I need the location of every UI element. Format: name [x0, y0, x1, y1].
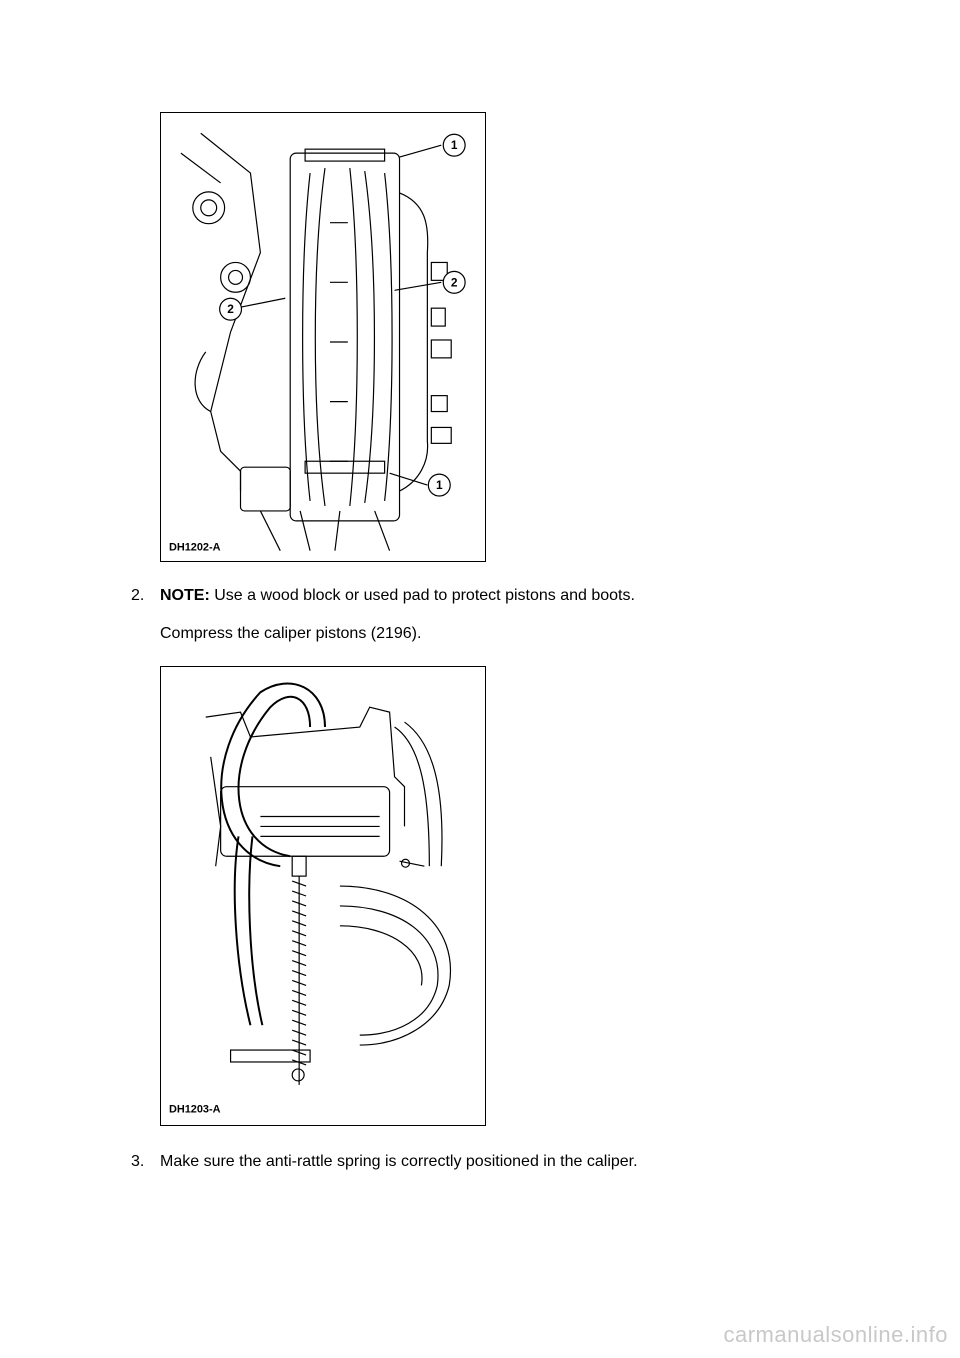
figure-caliper-pads	[160, 112, 486, 562]
step-3	[0, 1152, 960, 1172]
step-text: Make sure the anti-rattle spring is correctly positioned in the caliper.	[160, 1153, 638, 1170]
step-2	[0, 586, 960, 606]
callout-1-top: 1	[450, 138, 458, 153]
callout-2-right: 2	[450, 275, 458, 290]
note-label: NOTE:	[160, 587, 210, 604]
step-text: Compress the caliper pistons (2196).	[160, 625, 422, 642]
caliper-pads-illustration	[161, 113, 485, 561]
compress-pistons-illustration	[161, 667, 485, 1125]
site-watermark: carmanualsonline.info	[723, 1322, 948, 1347]
figure-code: DH1202-A	[168, 541, 221, 554]
callout-1-bottom: 1	[435, 478, 443, 493]
figure-compress-pistons	[160, 666, 486, 1126]
step-2-instruction	[0, 624, 960, 644]
figure-code: DH1203-A	[168, 1103, 221, 1116]
step-note	[160, 586, 635, 606]
note-text: Use a wood block or used pad to protect pistons and boots.	[209, 587, 635, 604]
step-number: 3.	[131, 1153, 145, 1170]
step-number: 2.	[131, 587, 145, 604]
callout-2-left: 2	[227, 302, 234, 317]
